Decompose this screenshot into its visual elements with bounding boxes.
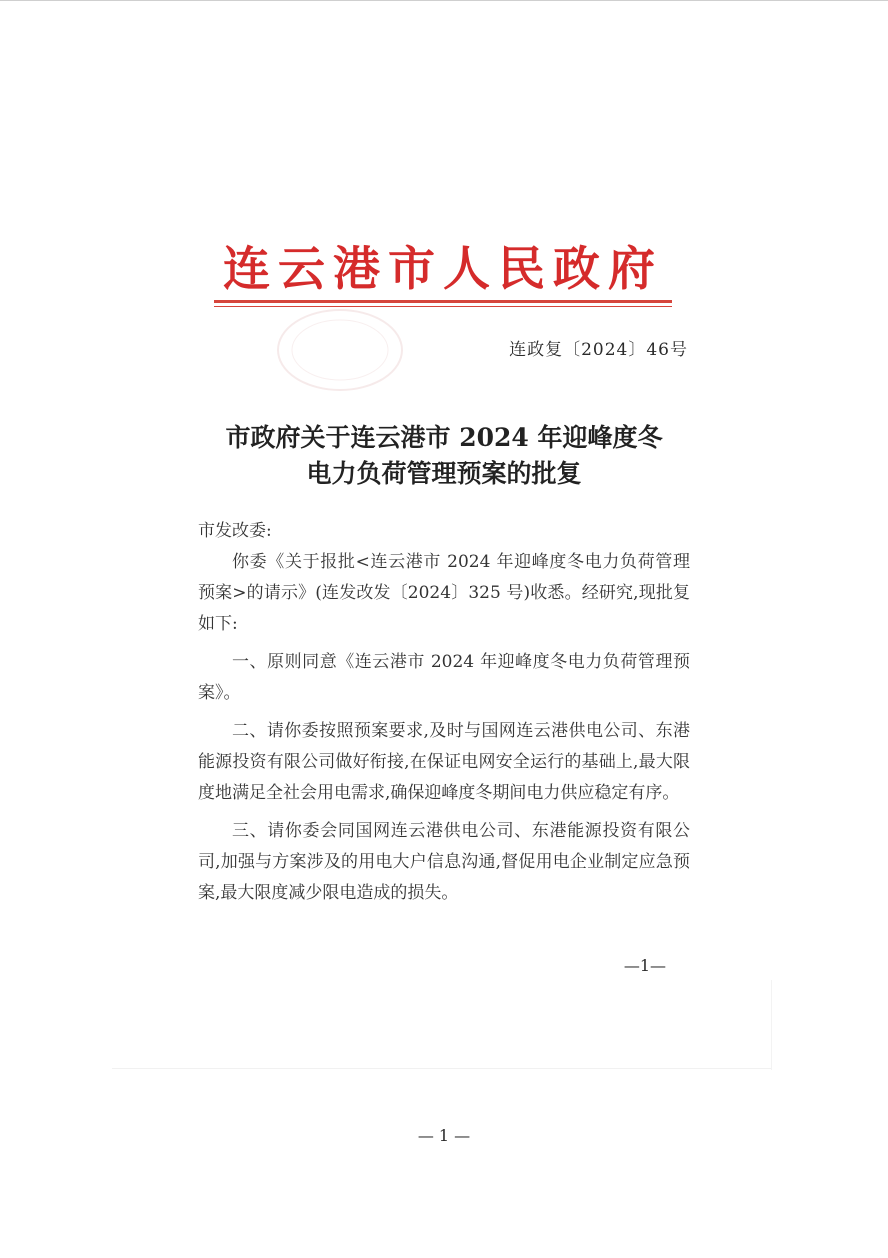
paragraph-item-1: 一、原则同意《连云港市 2024 年迎峰度冬电力负荷管理预案》。: [198, 652, 690, 703]
letterhead-red-rule: [214, 300, 672, 303]
scan-top-edge: [0, 0, 888, 1]
letterhead-title: 连云港市人民政府: [223, 242, 663, 297]
salutation: 市发改委:: [198, 521, 272, 541]
paragraph-intro: 你委《关于报批<连云港市 2024 年迎峰度冬电力负荷管理预案>的请示》(连发改发〔2024〕325 号)收悉。经研究,现批复如下:: [198, 552, 690, 634]
document-title: [150, 420, 738, 492]
inner-page-number: —1—: [623, 956, 666, 975]
faint-seal-watermark: [265, 305, 415, 395]
page-number: — 1 —: [417, 1126, 471, 1145]
title-line-2: 电力负荷管理预案的批复: [306, 459, 582, 488]
scan-page-edge: [112, 1068, 772, 1069]
paragraph-item-3: 三、请你委会同国网连云港供电公司、东港能源投资有限公司,加强与方案涉及的用电大户信息沟通,督促用电企业制定应急预案,最大限度减少限电造成的损失。: [198, 821, 690, 903]
document-body: [198, 516, 690, 909]
paragraph-item-2: 二、请你委按照预案要求,及时与国网连云港供电公司、东港能源投资有限公司做好衔接,在保证电网安全运行的基础上,最大限度地满足全社会用电需求,确保迎峰度冬期间电力供应稳定有序。: [198, 721, 690, 803]
scan-page-edge-vertical: [771, 980, 772, 1070]
title-line-1: 市政府关于连云港市 2024 年迎峰度冬: [225, 423, 663, 452]
document-number: 连政复〔2024〕46号: [509, 340, 688, 360]
